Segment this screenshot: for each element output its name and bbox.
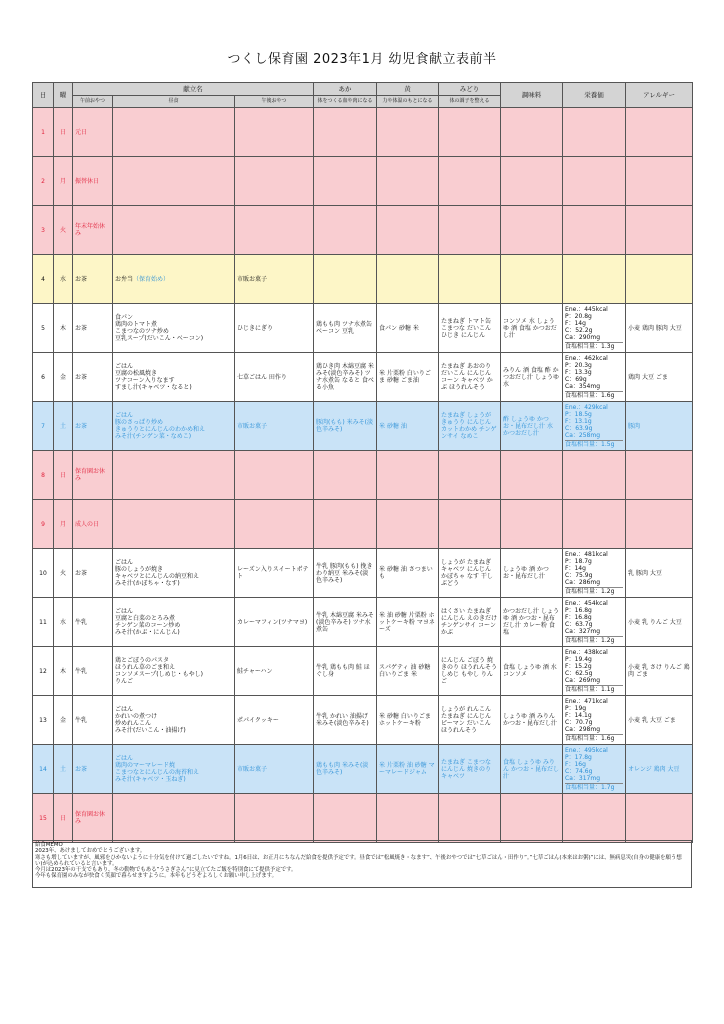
col-lunch: 昼食 bbox=[113, 96, 235, 108]
yellow-food-cell: スパゲティ 油 砂糖 白いりごま 米 bbox=[377, 647, 439, 696]
nutrition-value: Ca：317mg bbox=[565, 775, 601, 782]
lunch-item: すまし汁(キャベツ・なると) bbox=[115, 384, 192, 391]
nutrition-value: Ca：258mg bbox=[565, 432, 601, 439]
seasoning-cell: 食塩 しょうゆ 酒 水 コンソメ bbox=[501, 647, 563, 696]
seasoning-cell bbox=[501, 108, 563, 157]
nutrition-value: C：69g bbox=[565, 376, 587, 383]
lunch-cell bbox=[113, 304, 235, 353]
lunch-item: 豆腐の松風焼き bbox=[115, 370, 158, 377]
lunch-cell bbox=[113, 500, 235, 549]
red-food-cell: 鶏もも肉 ツナ水煮缶 ベーコン 豆乳 bbox=[314, 304, 377, 353]
morning-snack-cell: 元日 bbox=[73, 108, 113, 157]
green-food-cell: しょうが れんこん たまねぎ にんじん ピーマン だいこん ほうれんそう bbox=[439, 696, 501, 745]
yellow-food-cell bbox=[377, 108, 439, 157]
afternoon-snack-cell: ひじきにぎり bbox=[235, 304, 314, 353]
lunch-item: チンゲン菜のコーン炒め bbox=[115, 622, 181, 629]
col-afternoon-snack: 午後おやつ bbox=[235, 96, 314, 108]
allergy-cell bbox=[626, 255, 693, 304]
table-row bbox=[33, 647, 693, 696]
weekday-cell: 木 bbox=[54, 304, 73, 353]
col-seasoning: 調味料 bbox=[501, 83, 563, 108]
yellow-food-cell: 米 油 砂糖 片栗粉 ホットケーキ粉 マヨネーズ bbox=[377, 598, 439, 647]
weekday-cell: 水 bbox=[54, 255, 73, 304]
seasoning-cell bbox=[501, 451, 563, 500]
page-title: つくし保育園 2023年1月 幼児食献立表前半 bbox=[227, 52, 497, 67]
nutrition-value: Ene.：429kcal bbox=[565, 404, 608, 411]
nutrition-value: Ca：269mg bbox=[565, 677, 601, 684]
green-food-cell bbox=[439, 206, 501, 255]
col-yellow: 黄 bbox=[377, 83, 439, 96]
lunch-cell bbox=[113, 206, 235, 255]
weekday-cell: 木 bbox=[54, 647, 73, 696]
nutrition-value: Ca：298mg bbox=[565, 726, 601, 733]
allergy-cell bbox=[626, 500, 693, 549]
morning-snack-cell: 年末年始休み bbox=[73, 206, 113, 255]
green-food-cell bbox=[439, 451, 501, 500]
col-green: みどり bbox=[439, 83, 501, 96]
lunch-item: お弁当 bbox=[115, 275, 134, 283]
nutrition-value: F：13.1g bbox=[565, 418, 592, 425]
lunch-item: みそ汁(かぼちゃ・なす) bbox=[115, 580, 180, 587]
seasoning-cell bbox=[501, 157, 563, 206]
table-body bbox=[33, 108, 693, 843]
lunch-cell bbox=[113, 108, 235, 157]
seasoning-cell: しょうゆ 酒 みりん かつお・昆布だし汁 bbox=[501, 696, 563, 745]
day-cell: 12 bbox=[33, 647, 54, 696]
nutrition-value: Ca：286mg bbox=[565, 579, 601, 586]
yellow-food-cell: 米 砂糖 油 bbox=[377, 402, 439, 451]
afternoon-snack-cell: 市販お菓子 bbox=[235, 745, 314, 794]
nutrition-value: C：62.5g bbox=[565, 670, 593, 677]
red-food-cell bbox=[314, 206, 377, 255]
seasoning-cell bbox=[501, 794, 563, 843]
afternoon-snack-cell bbox=[235, 500, 314, 549]
allergy-cell bbox=[626, 451, 693, 500]
lunch-item: みそ汁(チンゲン菜・なめこ) bbox=[115, 433, 192, 440]
menu-table bbox=[32, 82, 693, 843]
lunch-item: ごはん bbox=[115, 608, 134, 615]
nutrition-value: Ene.：495kcal bbox=[565, 747, 608, 754]
lunch-item: こまつなとにんじんの海苔和え bbox=[115, 769, 200, 776]
morning-snack-cell: 牛乳 bbox=[73, 696, 113, 745]
allergy-cell: 小麦 乳 りんご 大豆 bbox=[626, 598, 693, 647]
afternoon-snack-cell: 市販お菓子 bbox=[235, 255, 314, 304]
nutrition-value: Ene.：471kcal bbox=[565, 698, 608, 705]
lunch-item: ツナコーン入りなます bbox=[115, 377, 175, 384]
green-food-cell: たまねぎ あおのり だいこん にんじん コーン キャベツ かぶ ほうれんそう bbox=[439, 353, 501, 402]
col-morning-snack: 午前おやつ bbox=[73, 96, 113, 108]
seasoning-cell: かつおだし汁 しょうゆ 酒 かつお・昆布だし汁 カレー粉 食塩 bbox=[501, 598, 563, 647]
salt-value: 食塩相当量：1.3g bbox=[565, 342, 623, 350]
seasoning-cell: コンソメ 水 しょうゆ 酒 食塩 かつおだし汁 bbox=[501, 304, 563, 353]
table-row bbox=[33, 598, 693, 647]
lunch-item: こまつなのツナ炒め bbox=[115, 328, 169, 335]
morning-snack-cell: お茶 bbox=[73, 353, 113, 402]
lunch-item: みそ汁(かぶ・にんじん) bbox=[115, 629, 180, 636]
lunch-item: ごはん bbox=[115, 559, 134, 566]
nutrition-value: Ene.：445kcal bbox=[565, 306, 608, 313]
afternoon-snack-cell: 七草ごはん 田作り bbox=[235, 353, 314, 402]
lunch-cell bbox=[113, 157, 235, 206]
morning-snack-cell: お茶 bbox=[73, 255, 113, 304]
day-cell: 9 bbox=[33, 500, 54, 549]
red-food-cell: 牛乳 豚肉(もも) 挽きわり納豆 米みそ(淡色辛みそ) bbox=[314, 549, 377, 598]
yellow-food-cell: 米 砂糖 白いりごま ホットケーキ粉 bbox=[377, 696, 439, 745]
red-food-cell: 牛乳 鶏もも肉 鮭 ほぐし身 bbox=[314, 647, 377, 696]
weekday-cell: 火 bbox=[54, 206, 73, 255]
allergy-cell bbox=[626, 794, 693, 843]
nutrition-value: P：20.3g bbox=[565, 362, 592, 369]
table-row bbox=[33, 304, 693, 353]
red-food-cell: 牛乳 木綿豆腐 米みそ(淡色辛みそ) ツナ水煮缶 bbox=[314, 598, 377, 647]
nutrition-value: Ca：354mg bbox=[565, 383, 601, 390]
allergy-cell: 乳 豚肉 大豆 bbox=[626, 549, 693, 598]
allergy-cell: 豚肉 bbox=[626, 402, 693, 451]
yellow-food-cell: 食パン 砂糖 米 bbox=[377, 304, 439, 353]
table-row bbox=[33, 157, 693, 206]
day-cell: 4 bbox=[33, 255, 54, 304]
yellow-food-cell bbox=[377, 255, 439, 304]
table-row bbox=[33, 500, 693, 549]
nutrition-value: P：18.5g bbox=[565, 411, 592, 418]
lunch-item: ごはん bbox=[115, 412, 134, 419]
nutrition-cell bbox=[563, 745, 626, 794]
day-cell: 1 bbox=[33, 108, 54, 157]
nutrition-cell bbox=[563, 108, 626, 157]
nutrition-cell bbox=[563, 353, 626, 402]
lunch-item: キャベツとにんじんの納豆和え bbox=[115, 573, 200, 580]
memo-line: 2023年、あけましておめでとうございます。 bbox=[35, 848, 146, 855]
afternoon-snack-cell: ポパイクッキー bbox=[235, 696, 314, 745]
afternoon-snack-cell bbox=[235, 157, 314, 206]
lunch-item: 豚のしょうが焼き bbox=[115, 566, 164, 573]
nutrition-value: F：16.8g bbox=[565, 614, 592, 621]
nutrition-cell bbox=[563, 598, 626, 647]
green-food-cell: にんじん ごぼう 焼きのり ほうれんそう しめじ もやし りんご bbox=[439, 647, 501, 696]
nutrition-value: P：19.4g bbox=[565, 656, 592, 663]
nutrition-cell bbox=[563, 549, 626, 598]
seasoning-cell: 酢 しょうゆ かつお・昆布だし汁 水 かつおだし汁 bbox=[501, 402, 563, 451]
weekday-cell: 土 bbox=[54, 402, 73, 451]
afternoon-snack-cell bbox=[235, 794, 314, 843]
morning-snack-cell: お茶 bbox=[73, 402, 113, 451]
table-row bbox=[33, 108, 693, 157]
lunch-cell bbox=[113, 353, 235, 402]
day-cell: 7 bbox=[33, 402, 54, 451]
morning-snack-cell: お茶 bbox=[73, 304, 113, 353]
lunch-cell bbox=[113, 794, 235, 843]
memo-heading: 給食MEMO bbox=[35, 842, 63, 848]
lunch-note: （保育始め） bbox=[133, 275, 170, 283]
green-food-cell: はくさい たまねぎ にんじん えのきだけ チンゲンサイ コーン かぶ bbox=[439, 598, 501, 647]
salt-value: 食塩相当量：1.6g bbox=[565, 734, 623, 742]
table-row bbox=[33, 696, 693, 745]
green-food-cell: しょうが たまねぎ キャベツ にんじん かぼちゃ なす 干しぶどう bbox=[439, 549, 501, 598]
green-food-cell bbox=[439, 108, 501, 157]
weekday-cell: 水 bbox=[54, 598, 73, 647]
nutrition-cell bbox=[563, 304, 626, 353]
table-row bbox=[33, 549, 693, 598]
weekday-cell: 日 bbox=[54, 108, 73, 157]
day-cell: 6 bbox=[33, 353, 54, 402]
nutrition-value: C：63.9g bbox=[565, 425, 593, 432]
lunch-item: 鶏肉のマーマレード焼 bbox=[115, 762, 176, 769]
allergy-cell bbox=[626, 157, 693, 206]
yellow-food-cell: 米 片栗粉 白いりごま 砂糖 ごま油 bbox=[377, 353, 439, 402]
nutrition-value: Ene.：481kcal bbox=[565, 551, 608, 558]
nutrition-value: F：14g bbox=[565, 565, 586, 572]
day-cell: 2 bbox=[33, 157, 54, 206]
lunch-item: 食パン bbox=[115, 314, 134, 321]
afternoon-snack-cell: 市販お菓子 bbox=[235, 402, 314, 451]
lunch-cell bbox=[113, 549, 235, 598]
salt-value: 食塩相当量：1.5g bbox=[565, 440, 623, 448]
lunch-cell bbox=[113, 451, 235, 500]
seasoning-cell bbox=[501, 255, 563, 304]
nutrition-cell bbox=[563, 647, 626, 696]
salt-value: 食塩相当量：1.1g bbox=[565, 685, 623, 693]
nutrition-value: F：16g bbox=[565, 761, 586, 768]
nutrition-value: C：70.7g bbox=[565, 719, 593, 726]
table-row bbox=[33, 402, 693, 451]
col-nutrition: 栄養価 bbox=[563, 83, 626, 108]
lunch-item: みそ汁(だいこん・油揚げ) bbox=[115, 727, 186, 734]
yellow-food-cell: 米 砂糖 油 さつまいも bbox=[377, 549, 439, 598]
red-food-cell bbox=[314, 255, 377, 304]
salt-value: 食塩相当量：1.2g bbox=[565, 587, 623, 595]
lunch-cell bbox=[113, 696, 235, 745]
red-food-cell: 牛乳 かれい 油揚げ 米みそ(淡色辛みそ) bbox=[314, 696, 377, 745]
afternoon-snack-cell: 鮭チャーハン bbox=[235, 647, 314, 696]
yellow-food-cell bbox=[377, 157, 439, 206]
green-food-cell bbox=[439, 157, 501, 206]
green-food-cell: たまねぎ トマト缶 こまつな だいこん ひじき にんじん bbox=[439, 304, 501, 353]
red-food-cell: 鶏もも肉 米みそ(淡色辛みそ) bbox=[314, 745, 377, 794]
nutrition-value: C：74.6g bbox=[565, 768, 593, 775]
allergy-cell: 小麦 乳 さけ りんご 鶏肉 ごま bbox=[626, 647, 693, 696]
nutrition-value: F：15.2g bbox=[565, 663, 592, 670]
seasoning-cell bbox=[501, 206, 563, 255]
weekday-cell: 月 bbox=[54, 157, 73, 206]
lunch-item: 炒めれんこん bbox=[115, 720, 152, 727]
red-food-cell bbox=[314, 451, 377, 500]
red-food-cell: 鶏ひき肉 木綿豆腐 米みそ(淡色辛みそ) ツナ水煮缶 なると 食べる小魚 bbox=[314, 353, 377, 402]
nutrition-value: Ene.：462kcal bbox=[565, 355, 608, 362]
nutrition-value: C：63.7g bbox=[565, 621, 593, 628]
memo-box bbox=[32, 840, 692, 888]
nutrition-value: Ene.：438kcal bbox=[565, 649, 608, 656]
afternoon-snack-cell bbox=[235, 451, 314, 500]
seasoning-cell bbox=[501, 500, 563, 549]
morning-snack-cell: お茶 bbox=[73, 549, 113, 598]
col-yellow-desc: 力や体温のもとになる bbox=[377, 96, 439, 108]
lunch-item: 豚のさっぱり炒め bbox=[115, 419, 164, 426]
day-cell: 10 bbox=[33, 549, 54, 598]
yellow-food-cell bbox=[377, 206, 439, 255]
table-header bbox=[33, 83, 693, 108]
nutrition-value: Ca：327mg bbox=[565, 628, 601, 635]
nutrition-value: P：20.8g bbox=[565, 313, 592, 320]
lunch-item: ごはん bbox=[115, 755, 134, 762]
lunch-item: ほうれん草のごま和え bbox=[115, 664, 176, 671]
morning-snack-cell: 牛乳 bbox=[73, 647, 113, 696]
yellow-food-cell bbox=[377, 794, 439, 843]
memo-line: 寒さも増していますが、風邪をひかないように十分気を付けて過ごしたいですね。1月6日は、お正月にちなんだ給食を提供予定です。昼食では”松風焼き・なます”、午後おやつでは”七草ごはん・田作り”。”七草ごはん(本来はお粥)”には、無病息災(自身の健康を願う想い)が込められていると言います。 bbox=[35, 854, 682, 867]
nutrition-value: Ene.：454kcal bbox=[565, 600, 608, 607]
lunch-cell bbox=[113, 647, 235, 696]
afternoon-snack-cell bbox=[235, 108, 314, 157]
red-food-cell bbox=[314, 794, 377, 843]
nutrition-cell bbox=[563, 451, 626, 500]
lunch-item: 鶏肉のトマト煮 bbox=[115, 321, 158, 328]
afternoon-snack-cell: カレーマフィン(ツナマヨ) bbox=[235, 598, 314, 647]
nutrition-value: P：18.7g bbox=[565, 558, 592, 565]
day-cell: 5 bbox=[33, 304, 54, 353]
day-cell: 8 bbox=[33, 451, 54, 500]
lunch-item: 豆乳スープ(だいこん・ベーコン) bbox=[115, 335, 204, 342]
day-cell: 14 bbox=[33, 745, 54, 794]
allergy-cell: 小麦 乳 大豆 ごま bbox=[626, 696, 693, 745]
morning-snack-cell: 牛乳 bbox=[73, 598, 113, 647]
seasoning-cell: みりん 酒 食塩 酢 かつおだし汁 しょうゆ 水 bbox=[501, 353, 563, 402]
nutrition-cell bbox=[563, 794, 626, 843]
nutrition-value: F：13.3g bbox=[565, 369, 592, 376]
morning-snack-cell: 成人の日 bbox=[73, 500, 113, 549]
afternoon-snack-cell: レーズン入りスイートポテト bbox=[235, 549, 314, 598]
red-food-cell: 豚肉(もも) 米みそ(淡色辛みそ) bbox=[314, 402, 377, 451]
nutrition-cell bbox=[563, 402, 626, 451]
nutrition-value: C：52.2g bbox=[565, 327, 593, 334]
yellow-food-cell bbox=[377, 451, 439, 500]
lunch-item: 鶏とごぼうのパスタ bbox=[115, 657, 170, 664]
table-row bbox=[33, 451, 693, 500]
weekday-cell: 金 bbox=[54, 696, 73, 745]
nutrition-cell bbox=[563, 255, 626, 304]
allergy-cell: 鶏肉 大豆 ごま bbox=[626, 353, 693, 402]
green-food-cell bbox=[439, 255, 501, 304]
yellow-food-cell bbox=[377, 500, 439, 549]
nutrition-value: P：16.8g bbox=[565, 607, 592, 614]
col-day: 日 bbox=[33, 83, 54, 108]
day-cell: 15 bbox=[33, 794, 54, 843]
day-cell: 13 bbox=[33, 696, 54, 745]
table-row bbox=[33, 206, 693, 255]
nutrition-value: P：19g bbox=[565, 705, 587, 712]
lunch-item: ごはん bbox=[115, 706, 134, 713]
allergy-cell: オレンジ 鶏肉 大豆 bbox=[626, 745, 693, 794]
col-red: あか bbox=[314, 83, 377, 96]
green-food-cell: たまねぎ しょうが きゅうり にんじん カットわかめ チンゲンサイ なめこ bbox=[439, 402, 501, 451]
memo-line: 今月は2023年の干支でもあり、冬の動物でもある”うさぎさん”に見立てたご飯を特別食にて提供予定です。 bbox=[35, 867, 297, 874]
red-food-cell bbox=[314, 108, 377, 157]
lunch-item: きゅうりとにんじんのわかめ和え bbox=[115, 426, 206, 433]
nutrition-cell bbox=[563, 696, 626, 745]
table-row bbox=[33, 745, 693, 794]
weekday-cell: 土 bbox=[54, 745, 73, 794]
nutrition-value: C：75.9g bbox=[565, 572, 593, 579]
nutrition-value: F：14g bbox=[565, 320, 586, 327]
weekday-cell: 金 bbox=[54, 353, 73, 402]
weekday-cell: 火 bbox=[54, 549, 73, 598]
col-menu-group: 献立名 bbox=[73, 83, 314, 96]
weekday-cell: 日 bbox=[54, 794, 73, 843]
lunch-item: みそ汁(キャベツ・玉ねぎ) bbox=[115, 776, 186, 783]
red-food-cell bbox=[314, 157, 377, 206]
col-weekday: 曜 bbox=[54, 83, 73, 108]
table-row bbox=[33, 353, 693, 402]
allergy-cell: 小麦 鶏肉 豚肉 大豆 bbox=[626, 304, 693, 353]
lunch-cell bbox=[113, 402, 235, 451]
lunch-item: 豆腐と白菜のとろみ煮 bbox=[115, 615, 176, 622]
nutrition-cell bbox=[563, 157, 626, 206]
salt-value: 食塩相当量：1.6g bbox=[565, 391, 623, 399]
red-food-cell bbox=[314, 500, 377, 549]
table-row bbox=[33, 255, 693, 304]
salt-value: 食塩相当量：1.7g bbox=[565, 783, 623, 791]
lunch-cell bbox=[113, 255, 235, 304]
allergy-cell bbox=[626, 206, 693, 255]
lunch-item: コンソメスープ(しめじ・もやし) bbox=[115, 671, 203, 678]
lunch-cell bbox=[113, 598, 235, 647]
lunch-item: りんご bbox=[115, 678, 134, 685]
yellow-food-cell: 米 片栗粉 油 砂糖 マーマレードジャム bbox=[377, 745, 439, 794]
seasoning-cell: 食塩 しょうゆ みりん かつお・昆布だし汁 bbox=[501, 745, 563, 794]
lunch-cell bbox=[113, 745, 235, 794]
nutrition-cell bbox=[563, 206, 626, 255]
lunch-item: ごはん bbox=[115, 363, 134, 370]
day-cell: 3 bbox=[33, 206, 54, 255]
col-green-desc: 体の調子を整える bbox=[439, 96, 501, 108]
day-cell: 11 bbox=[33, 598, 54, 647]
green-food-cell bbox=[439, 794, 501, 843]
weekday-cell: 日 bbox=[54, 451, 73, 500]
table-row bbox=[33, 794, 693, 843]
col-allergy: アレルギー bbox=[626, 83, 693, 108]
morning-snack-cell: 保育園お休み bbox=[73, 794, 113, 843]
morning-snack-cell: お茶 bbox=[73, 745, 113, 794]
col-red-desc: 体をつくる血や肉になる bbox=[314, 96, 377, 108]
morning-snack-cell: 保育園お休み bbox=[73, 451, 113, 500]
weekday-cell: 月 bbox=[54, 500, 73, 549]
green-food-cell: たまねぎ こまつな にんじん 焼きのり キャベツ bbox=[439, 745, 501, 794]
nutrition-value: Ca：290mg bbox=[565, 334, 601, 341]
seasoning-cell: しょうゆ 酒 かつお・昆布だし汁 bbox=[501, 549, 563, 598]
afternoon-snack-cell bbox=[235, 206, 314, 255]
morning-snack-cell: 振替休日 bbox=[73, 157, 113, 206]
salt-value: 食塩相当量：1.2g bbox=[565, 636, 623, 644]
nutrition-cell bbox=[563, 500, 626, 549]
green-food-cell bbox=[439, 500, 501, 549]
memo-line: 今年も保育園のみなが快食く笑顔で暮らせますように。本年もどうぞよろしくお願い申し上げます。 bbox=[35, 873, 277, 880]
lunch-item: かれいの煮つけ bbox=[115, 713, 158, 720]
nutrition-value: F：14.1g bbox=[565, 712, 592, 719]
allergy-cell bbox=[626, 108, 693, 157]
nutrition-value: P：17.8g bbox=[565, 754, 592, 761]
